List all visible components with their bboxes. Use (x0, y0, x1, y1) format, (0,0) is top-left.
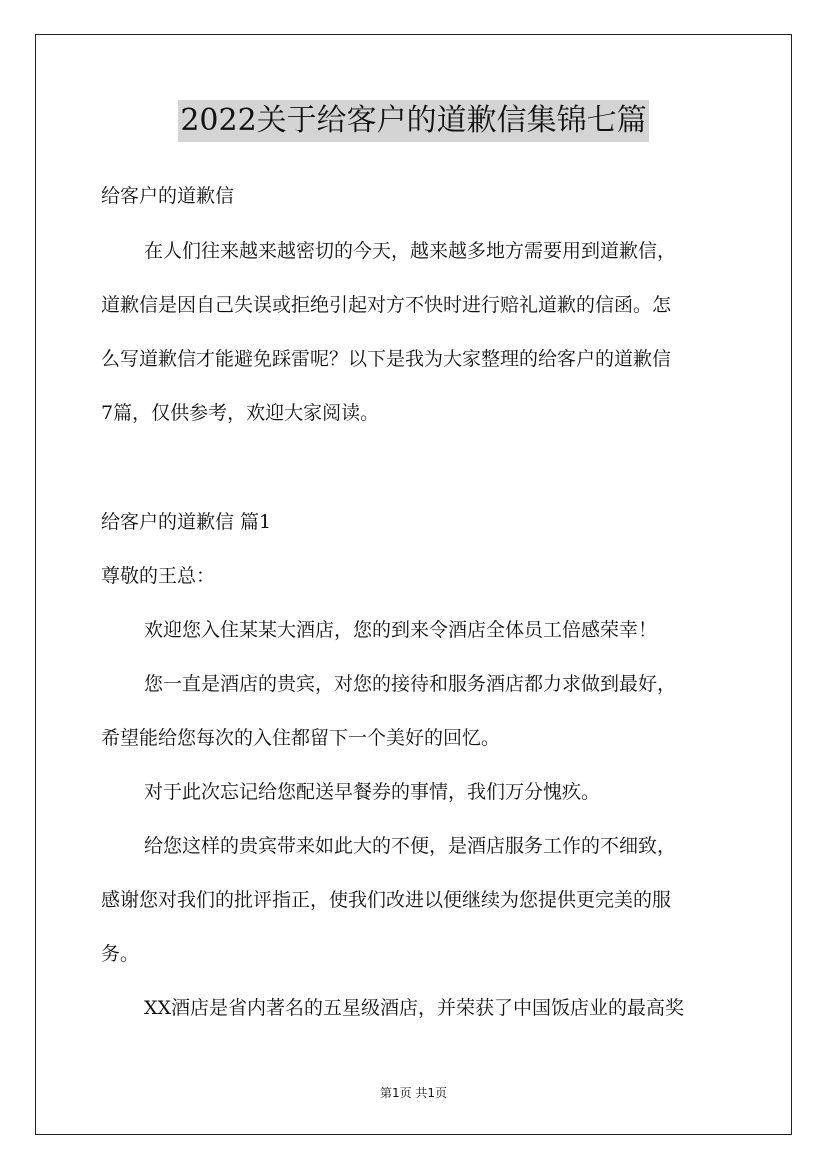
paragraph-line: XX酒店是省内著名的五星级酒店，并荣获了中国饭店业的最高奖 (144, 997, 685, 1019)
paragraph-line: 7篇，仅供参考，欢迎大家阅读。 (101, 402, 380, 424)
paragraph-line: 希望能给您每次的入住都留下一个美好的回忆。 (101, 727, 501, 749)
title-container (0, 100, 827, 142)
paragraph-line: 对于此次忘记给您配送早餐券的事情，我们万分愧疚。 (144, 781, 601, 803)
section-heading: 给客户的道歉信 篇1 (101, 511, 272, 533)
paragraph-line: 在人们往来越来越密切的今天，越来越多地方需要用到道歉信， (144, 240, 677, 262)
section-heading: 给客户的道歉信 (101, 185, 235, 207)
page-footer: 第1页 共1页 (379, 1086, 448, 1100)
paragraph-line: 感谢您对我们的批评指正，使我们改进以便继续为您提供更完美的服 (101, 889, 672, 911)
paragraph-line: 么写道歉信才能避免踩雷呢？以下是我为大家整理的给客户的道歉信 (101, 348, 672, 370)
salutation: 尊敬的王总： (101, 565, 216, 587)
paragraph-line: 道歉信是因自己失误或拒绝引起对方不快时进行赔礼道歉的信函。怎 (101, 294, 672, 316)
paragraph-line: 欢迎您入住某某大酒店，您的到来令酒店全体员工倍感荣幸！ (144, 619, 658, 641)
paragraph-line: 给您这样的贵宾带来如此大的不便，是酒店服务工作的不细致， (144, 835, 677, 857)
paragraph-line: 务。 (101, 943, 140, 965)
paragraph-line: 您一直是酒店的贵宾，对您的接待和服务酒店都力求做到最好， (144, 673, 677, 695)
document-title: 2022关于给客户的道歉信集锦七篇 (178, 100, 648, 142)
